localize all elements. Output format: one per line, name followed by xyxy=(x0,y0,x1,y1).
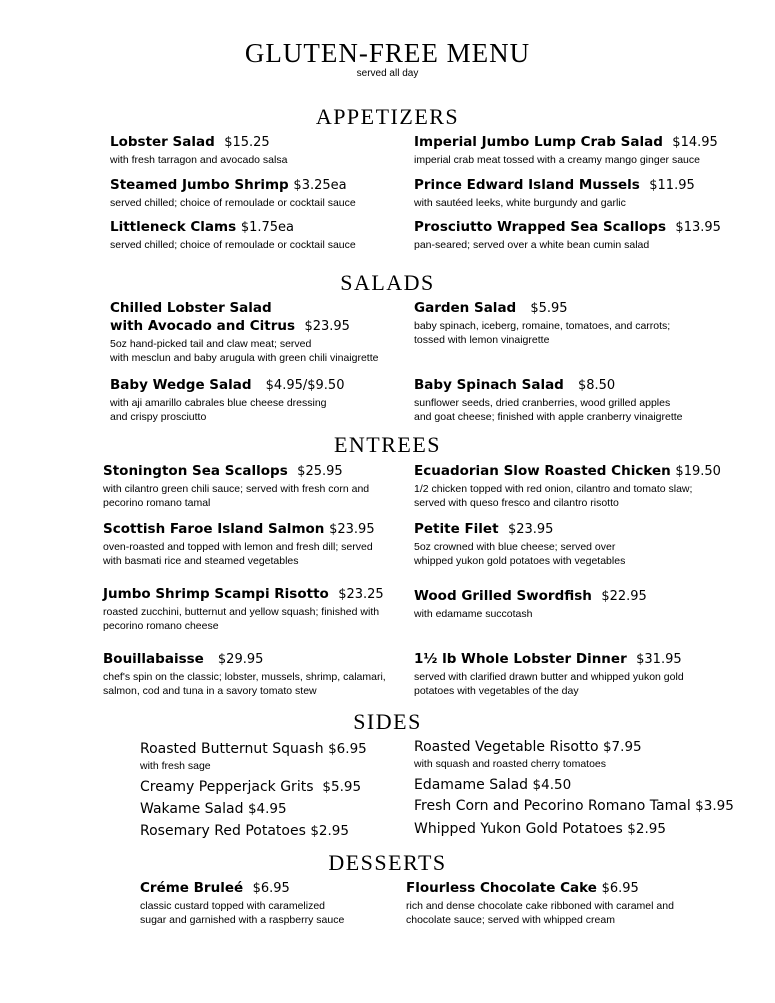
item-price: $23.95 xyxy=(507,522,554,537)
item-price: $11.95 xyxy=(649,178,695,193)
item-name: Ecuadorian Slow Roasted Chicken xyxy=(414,463,671,479)
item-name: Imperial Jumbo Lump Crab Salad xyxy=(414,134,663,150)
item-description: chef's spin on the classic; lobster, mussels, shrimp, calamari, salmon, cod and tuna in a savory tomato stew xyxy=(103,671,386,697)
menu-item xyxy=(110,376,344,424)
item-price: $7.95 xyxy=(602,739,642,755)
menu-item xyxy=(414,299,670,347)
item-name: Jumbo Shrimp Scampi Risotto xyxy=(103,586,329,602)
item-name: 1½ lb Whole Lobster Dinner xyxy=(414,651,627,667)
item-price: $6.95 xyxy=(601,881,639,896)
item-name: Lobster Salad xyxy=(110,134,215,150)
menu-item xyxy=(406,879,674,927)
item-description: with cilantro green chili sauce; served with fresh corn and pecorino romano tamal xyxy=(103,483,370,509)
item-description: baby spinach, iceberg, romaine, tomatoes, and carrots; tossed with lemon vinaigrette xyxy=(414,320,671,346)
item-price: $29.95 xyxy=(217,652,264,667)
menu-item xyxy=(140,822,349,841)
item-name: Roasted Vegetable Risotto xyxy=(414,739,599,755)
item-name: Créme Bruleé xyxy=(140,880,244,896)
item-description: with squash and roasted cherry tomatoes xyxy=(414,758,607,770)
item-name: Scottish Faroe Island Salmon xyxy=(103,521,325,537)
item-price: $25.95 xyxy=(297,464,343,479)
item-price: $22.95 xyxy=(601,589,647,604)
item-description: 5oz crowned with blue cheese; served over whipped yukon gold potatoes with vegetables xyxy=(414,541,626,567)
item-description: with sautéed leeks, white burgundy and garlic xyxy=(414,197,626,209)
item-description: roasted zucchini, butternut and yellow squash; finished with pecorino romano cheese xyxy=(103,606,380,632)
menu-item xyxy=(110,299,378,365)
item-name: Baby Spinach Salad xyxy=(414,377,564,393)
item-name: Chilled Lobster Salad xyxy=(110,300,272,316)
menu-item xyxy=(103,462,369,510)
menu-item xyxy=(414,650,684,698)
menu-item xyxy=(140,800,287,819)
item-price: $23.25 xyxy=(338,587,384,602)
item-description: served chilled; choice of remoulade or cocktail sauce xyxy=(110,239,356,251)
item-name-line2: with Avocado and Citrus xyxy=(110,318,296,334)
menu-item xyxy=(110,133,287,167)
item-description: classic custard topped with caramelized sugar and garnished with a raspberry sauce xyxy=(140,900,345,926)
item-price: $23.95 xyxy=(304,319,350,334)
item-name: Fresh Corn and Pecorino Romano Tamal xyxy=(414,798,691,814)
menu-item xyxy=(110,218,356,252)
item-name: Roasted Butternut Squash xyxy=(140,741,324,757)
item-price: $4.50 xyxy=(532,777,572,793)
item-price: $5.95 xyxy=(530,301,568,316)
item-price: $23.95 xyxy=(329,522,375,537)
item-price: $8.50 xyxy=(577,378,616,393)
item-description: with fresh tarragon and avocado salsa xyxy=(110,154,288,166)
item-price: $15.25 xyxy=(224,135,270,150)
menu-item xyxy=(414,820,666,839)
item-price: $6.95 xyxy=(252,881,290,896)
item-price: $5.95 xyxy=(322,779,362,795)
item-name: Flourless Chocolate Cake xyxy=(406,880,597,896)
item-description: with aji amarillo cabrales blue cheese dressing and crispy prosciutto xyxy=(110,397,327,423)
item-description: with fresh sage xyxy=(140,760,211,772)
item-price: $13.95 xyxy=(675,220,721,235)
item-description: with edamame succotash xyxy=(414,608,533,620)
menu-item xyxy=(414,520,625,568)
item-description: imperial crab meat tossed with a creamy mango ginger sauce xyxy=(414,154,700,166)
menu-item xyxy=(103,650,386,698)
menu-item xyxy=(414,218,721,252)
item-name: Stonington Sea Scallops xyxy=(103,463,288,479)
menu-item xyxy=(140,778,361,797)
item-name: Petite Filet xyxy=(414,521,499,537)
item-description: served chilled; choice of remoulade or cocktail sauce xyxy=(110,197,356,209)
menu-item xyxy=(414,738,642,771)
item-price: $1.75ea xyxy=(240,220,295,235)
item-price: $31.95 xyxy=(636,652,682,667)
menu-item xyxy=(140,879,344,927)
item-name: Wakame Salad xyxy=(140,801,244,817)
section-heading-salads: SALADS xyxy=(340,270,435,295)
item-price: $2.95 xyxy=(627,821,666,837)
item-name: Edamame Salad xyxy=(414,777,529,793)
menu-item xyxy=(414,176,695,210)
item-name: Baby Wedge Salad xyxy=(110,377,252,393)
item-description: oven-roasted and topped with lemon and fresh dill; served with basmati rice and steamed vegetables xyxy=(103,541,373,567)
menu-item xyxy=(140,740,367,773)
menu-title: GLUTEN-FREE MENU xyxy=(244,38,531,68)
item-description: sunflower seeds, dried cranberries, wood grilled apples and goat cheese; finished with apple cranberry vinaigrette xyxy=(414,397,683,423)
section-heading-sides: SIDES xyxy=(353,709,422,734)
item-name: Prosciutto Wrapped Sea Scallops xyxy=(414,219,667,235)
item-name: Prince Edward Island Mussels xyxy=(414,177,640,193)
menu-item xyxy=(103,585,384,633)
item-name: Littleneck Clams xyxy=(110,219,237,235)
menu-item xyxy=(110,176,356,210)
section-heading-entrees: ENTREES xyxy=(333,432,442,457)
item-price: $6.95 xyxy=(328,741,367,757)
item-name: Garden Salad xyxy=(414,300,517,316)
item-price: $14.95 xyxy=(672,135,718,150)
item-price: $2.95 xyxy=(310,823,349,839)
item-description: 1/2 chicken topped with red onion, cilantro and tomato slaw; served with queso fresco and cilantro risotto xyxy=(414,483,693,509)
menu-item xyxy=(103,520,375,568)
item-name: Creamy Pepperjack Grits xyxy=(140,779,314,795)
menu-item xyxy=(414,376,683,424)
item-name: Wood Grilled Swordfish xyxy=(414,588,592,604)
item-name: Whipped Yukon Gold Potatoes xyxy=(414,821,623,837)
menu-item xyxy=(414,133,718,167)
menu-item xyxy=(414,587,647,621)
item-price: $4.95/$9.50 xyxy=(265,378,345,393)
section-heading-desserts: DESSERTS xyxy=(328,850,447,875)
item-name: Bouillabaisse xyxy=(103,651,204,667)
item-price: $19.50 xyxy=(675,464,721,479)
item-name: Rosemary Red Potatoes xyxy=(140,823,306,839)
item-price: $4.95 xyxy=(247,801,287,817)
item-description: rich and dense chocolate cake ribboned with caramel and chocolate sauce; served with whipped cream xyxy=(406,900,674,926)
item-description: served with clarified drawn butter and whipped yukon gold potatoes with vegetables of the day xyxy=(414,671,684,697)
menu-subtitle: served all day xyxy=(356,68,419,79)
menu-item xyxy=(414,462,721,510)
item-name: Steamed Jumbo Shrimp xyxy=(110,177,289,193)
item-description: 5oz hand-picked tail and claw meat; served with mesclun and baby arugula with green chili vinaigrette xyxy=(110,338,379,364)
item-price: $3.95 xyxy=(695,798,734,814)
menu-item xyxy=(414,776,571,795)
section-heading-appetizers: APPETIZERS xyxy=(315,104,460,129)
item-price: $3.25ea xyxy=(293,178,347,193)
item-description: pan-seared; served over a white bean cumin salad xyxy=(414,239,650,251)
menu-item xyxy=(414,797,734,816)
